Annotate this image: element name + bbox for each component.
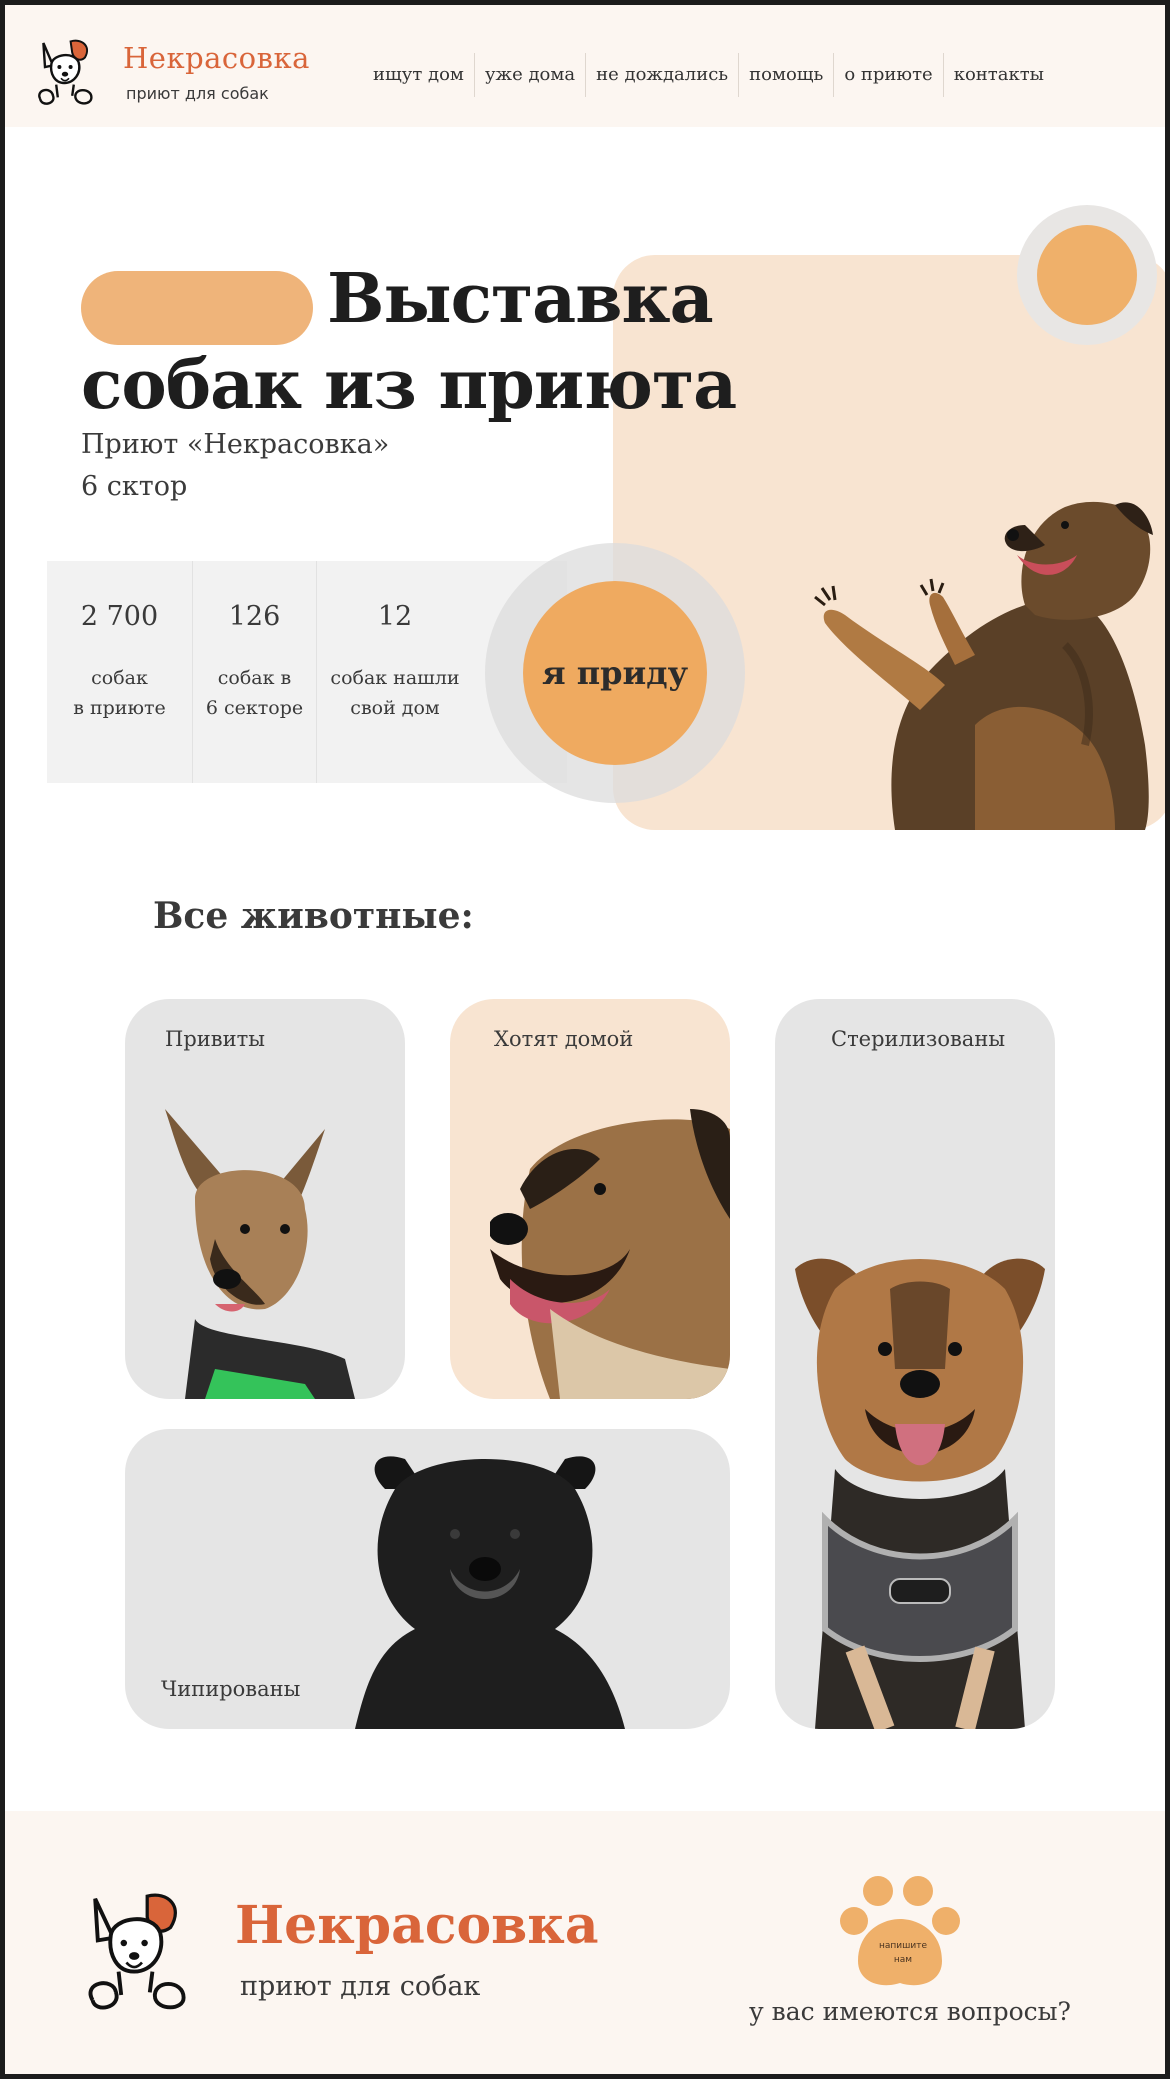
nav-item-contacts[interactable]: контакты — [953, 64, 1044, 85]
attend-button[interactable]: я приду — [523, 581, 707, 765]
card-label: Чипированы — [161, 1677, 301, 1701]
stat-dogs-in-shelter — [47, 561, 193, 783]
decorative-dot — [1037, 225, 1137, 325]
title-pill-decoration — [81, 271, 313, 345]
stat-label: собак нашли свой дом — [330, 667, 460, 719]
hero-subtitle-sector: 6 сктор — [81, 471, 188, 502]
paw-icon[interactable] — [838, 1871, 968, 1989]
dog-image-want-home — [490, 1109, 730, 1399]
card-label: Хотят домой — [494, 1027, 634, 1051]
card-label: Привиты — [165, 1027, 265, 1051]
nav-item-about[interactable]: о приюте — [834, 53, 943, 97]
catalog-title: Все животные: — [153, 895, 474, 937]
stat-value: 126 — [228, 601, 281, 632]
contact-us-label[interactable]: напишите нам — [879, 1941, 927, 1965]
stat-value: 2 700 — [80, 601, 159, 632]
stat-dogs-adopted — [317, 561, 473, 783]
nav-item-already-home[interactable]: уже дома — [475, 53, 586, 97]
footer-brand-name[interactable]: Некрасовка — [235, 1895, 599, 1956]
dog-image-sterilized — [795, 1249, 1045, 1729]
hero-subtitle-shelter: Приют «Некрасовка» — [81, 429, 390, 460]
stat-label: собак в приюте — [73, 667, 166, 719]
stat-dogs-in-sector — [193, 561, 317, 783]
hero-title-line2: собак из приюта — [81, 345, 737, 425]
nav-item-looking-for-home[interactable]: ищут дом — [363, 53, 475, 97]
card-chipped[interactable] — [125, 1429, 730, 1729]
header — [5, 5, 1165, 127]
card-want-home[interactable] — [450, 999, 730, 1399]
card-label: Стерилизованы — [831, 1027, 1006, 1051]
footer-brand-subtitle: приют для собак — [240, 1971, 481, 2002]
brand-subtitle: приют для собак — [126, 84, 269, 103]
page — [5, 5, 1165, 2074]
stat-label: собак в 6 секторе — [205, 667, 304, 719]
nav-item-help[interactable]: помощь — [739, 53, 834, 97]
main-nav — [363, 53, 1054, 97]
card-vaccinated[interactable] — [125, 999, 405, 1399]
dog-image-vaccinated — [155, 1099, 375, 1399]
dog-logo-icon[interactable] — [29, 35, 109, 115]
footer — [5, 1811, 1165, 2074]
hero-title-line1: Выставка — [327, 259, 713, 339]
brand-name[interactable]: Некрасовка — [123, 41, 310, 75]
nav-item-memorial[interactable]: не дождались — [586, 53, 739, 97]
questions-link[interactable]: у вас имеются вопросы? — [749, 1997, 1071, 2026]
card-sterilized[interactable] — [775, 999, 1055, 1729]
stat-value: 12 — [377, 601, 413, 632]
dog-image-chipped — [355, 1449, 635, 1729]
dog-logo-icon[interactable] — [77, 1891, 207, 2021]
